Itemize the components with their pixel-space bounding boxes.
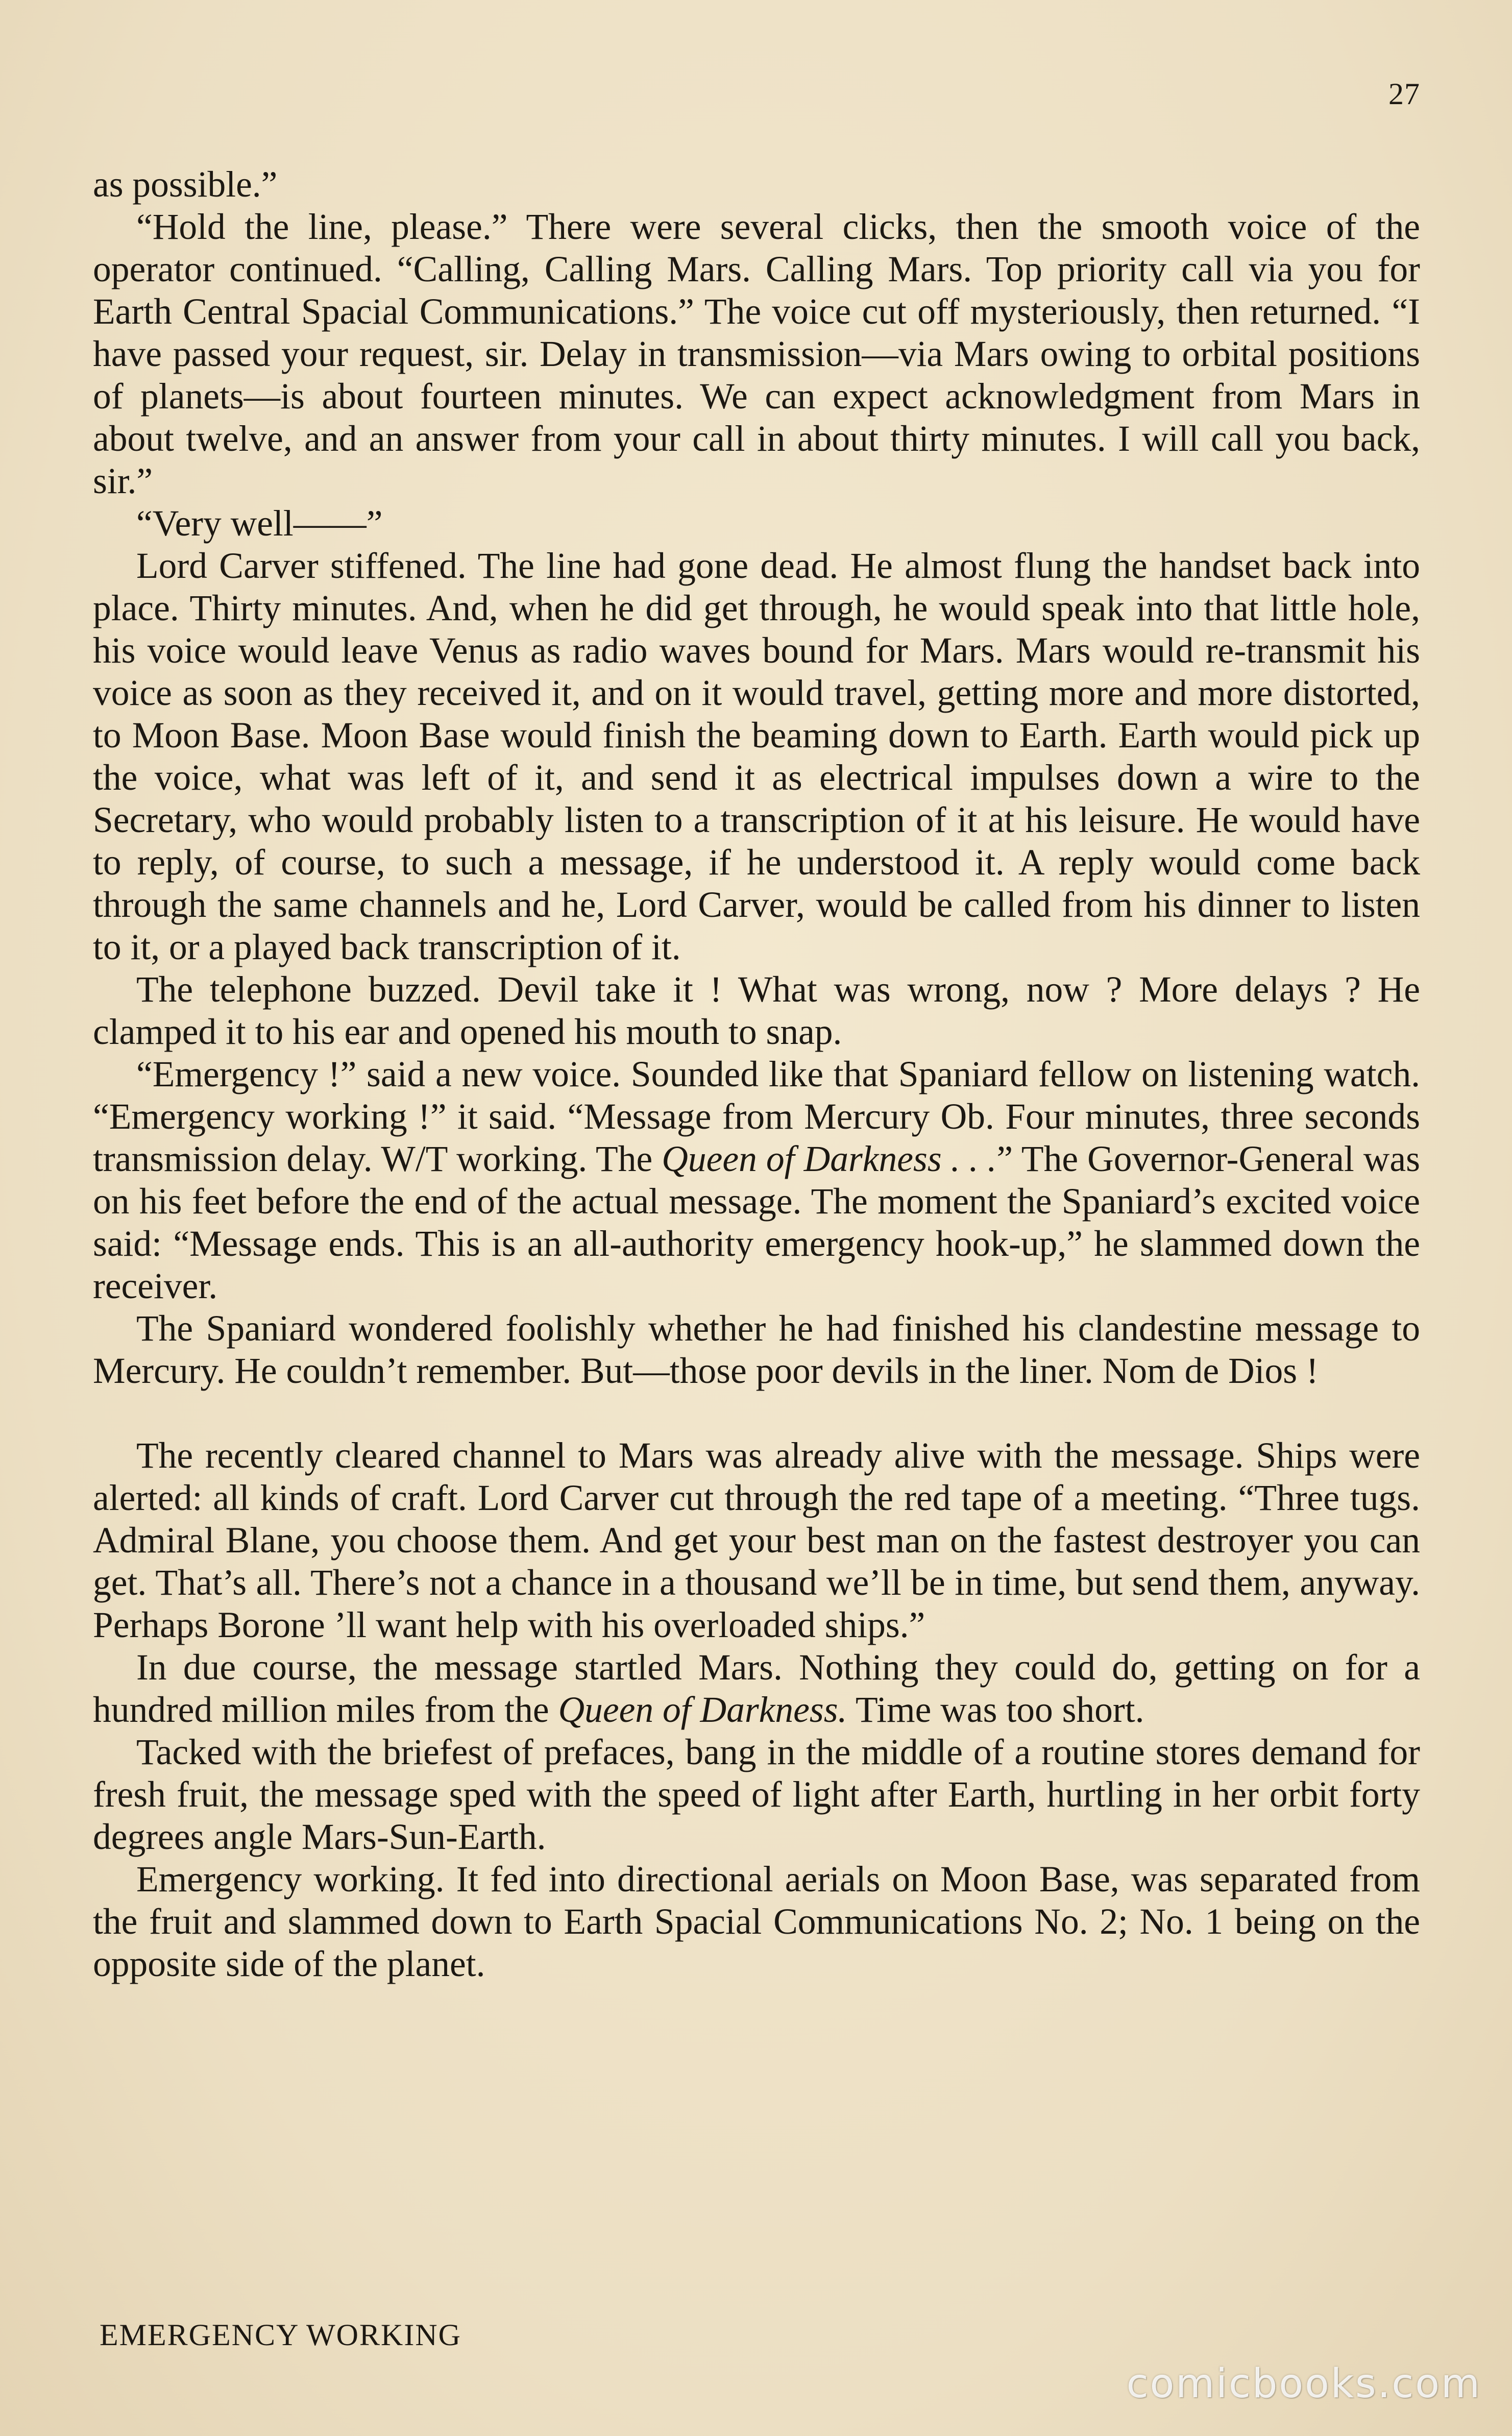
due-course-text-after: Time was too short. [847,1690,1144,1730]
watermark: comicbooks.com [1126,2361,1481,2407]
paragraph-channel-to-mars: The recently cleared channel to Mars was already alive with the message. Ships were alerted: all kinds of craft. Lord Carver cut through the red tape of a meeting. “Three tugs. Admiral Blane, you choose them. And get your best man on the fastest destroyer you can get. That’s all. There’s not a chance in a thousand we’ll be in time, but send them, anyway. Perhaps Borone ’ll want help with his overloaded ships.” [93,1435,1420,1645]
paragraph-operator: “Hold the line, please.” There were several clicks, then the smooth voice of the operator continued. “Calling, Calling Mars. Calling Mars. Top priority call via you for Earth Central Spacial Communications.” The voice cut off mysteriously, then returned. “I have passed your request, sir. Delay in transmission—via Mars owing to orbital positions of planets—is about fourteen minutes. We can expect acknowledgment from Mars in about twelve, and an answer from your call in about thirty minutes. I will call you back, sir.” [93,207,1420,501]
paragraph-tacked: Tacked with the briefest of prefaces, bang in the middle of a routine stores demand for fresh fruit, the message sped with the speed of light after Earth, hurtling in her orbit forty degrees angle Mars-Sun-Earth. [93,1732,1420,1857]
ship-name-italic: Queen of Darkness. [558,1690,847,1730]
running-footer: EMERGENCY WORKING [100,2318,461,2352]
paragraph-due-course [93,1646,1420,1731]
emergency-text-before: “Emergency !” said a new voice. Sounded like that Spaniard fellow on listening watch. “Emergency working !” it said. “Message from Mercury Ob. Four minutes, three seconds transmission delay. W/T working. The [93,1054,1420,1179]
paragraph-emergency [93,1053,1420,1307]
emergency-text-after: ” The Governor-General was on his feet before the end of the actual message. The moment the Spaniard’s excited voice said: “Message ends. This is an all-authority emergency hook-up,” he slammed down the receiver. [93,1139,1420,1306]
due-course-text-before: In due course, the message startled Mars. Nothing they could do, getting on for a hundred million miles from the [93,1647,1420,1730]
page-number: 27 [1388,77,1420,111]
paragraph-carver-stiffened: Lord Carver stiffened. The line had gone dead. He almost flung the handset back into place. Thirty minutes. And, when he did get through, he would speak into that little hole, his voice would leave Venus as radio waves bound for Mars. Mars would re-transmit his voice as soon as they received it, and on it would travel, getting more and more distorted, to Moon Base. Moon Base would finish the beaming down to Earth. Earth would pick up the voice, what was left of it, and send it as electrical impulses down a wire to the Secretary, who would probably listen to a transcription of it at his leisure. He would have to reply, of course, to such a message, if he understood it. A reply would come back through the same channels and he, Lord Carver, would be called from his dinner to listen to it, or a played back transcription of it. [93,546,1420,967]
paragraph-very-well: “Very well——” [136,503,383,544]
paragraph-final: Emergency working. It fed into directional aerials on Moon Base, was separated from the fruit and slammed down to Earth Spacial Communications No. 2; No. 1 being on the opposite side of the planet. [93,1859,1420,1984]
paragraph-telephone-buzzed: The telephone buzzed. Devil take it ! What was wrong, now ? More delays ? He clamped it to his ear and opened his mouth to snap. [93,969,1420,1052]
paragraph-continuation: as possible.” [93,164,278,205]
paragraph-spaniard: The Spaniard wondered foolishly whether he had finished his clandestine message to Mercury. He couldn’t remember. But—those poor devils in the liner. Nom de Dios ! [93,1308,1420,1391]
body-text [93,163,1420,1985]
ship-name-italic: Queen of Darkness . . . [662,1139,997,1179]
